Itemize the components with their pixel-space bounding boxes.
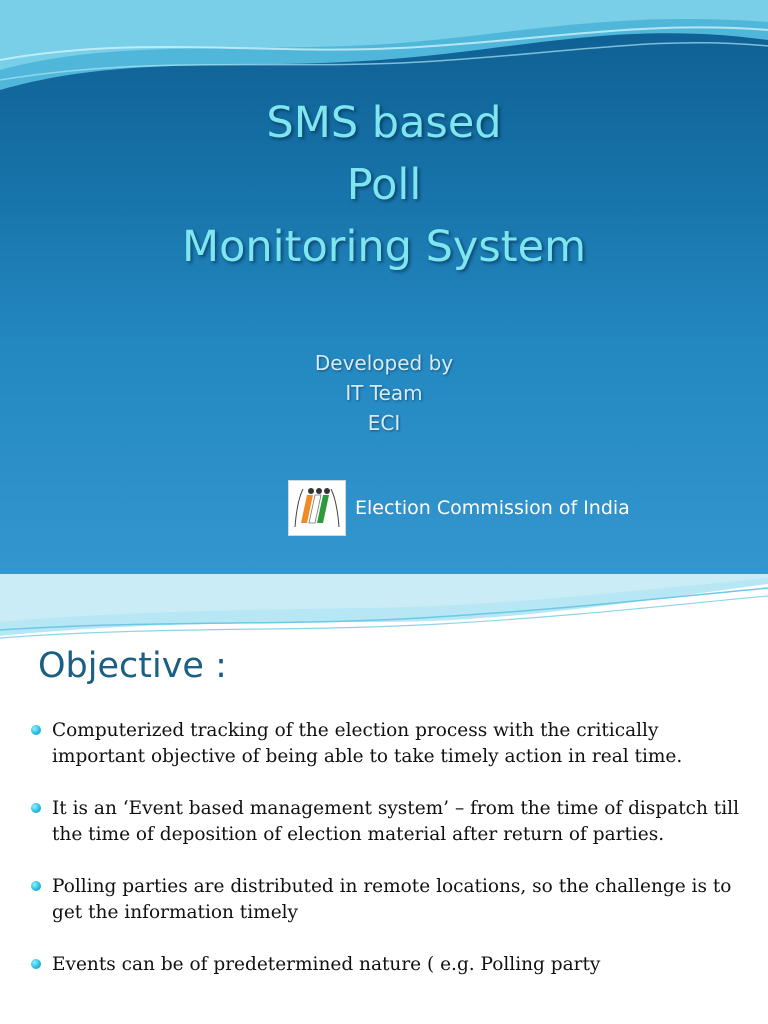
objective-slide — [0, 574, 768, 1024]
subtitle-line: ECI — [367, 411, 401, 435]
list-item-text: Polling parties are distributed in remote locations, so the challenge is to get the information timely — [52, 876, 732, 923]
slide-title — [0, 92, 768, 278]
organization-name: Election Commission of India — [355, 497, 630, 519]
eci-logo-icon — [288, 480, 346, 536]
list-item-text: Events can be of predetermined nature ( e.g. Polling party — [52, 954, 601, 975]
list-item-text: Computerized tracking of the election process with the critically important objective of being able to take timely action in real time. — [52, 720, 683, 767]
bullet-icon — [31, 803, 41, 813]
list-item — [28, 952, 748, 978]
title-line: Poll — [346, 160, 422, 210]
slide-subtitle — [0, 348, 768, 438]
list-item — [28, 874, 748, 926]
title-line: SMS based — [266, 98, 502, 148]
bullet-icon — [31, 881, 41, 891]
list-item-text: It is an ‘Event based management system’ – from the time of dispatch till the time of deposition of election material after return of parties. — [52, 798, 739, 845]
subtitle-line: Developed by — [314, 351, 454, 375]
subtitle-line: IT Team — [345, 381, 423, 405]
list-item — [28, 796, 748, 848]
list-item — [28, 718, 748, 770]
objective-list — [28, 718, 748, 1004]
title-line: Monitoring System — [182, 222, 586, 272]
bullet-icon — [31, 959, 41, 969]
slide-heading: Objective : — [38, 646, 227, 686]
bullet-icon — [31, 725, 41, 735]
wave-decoration — [0, 574, 768, 644]
